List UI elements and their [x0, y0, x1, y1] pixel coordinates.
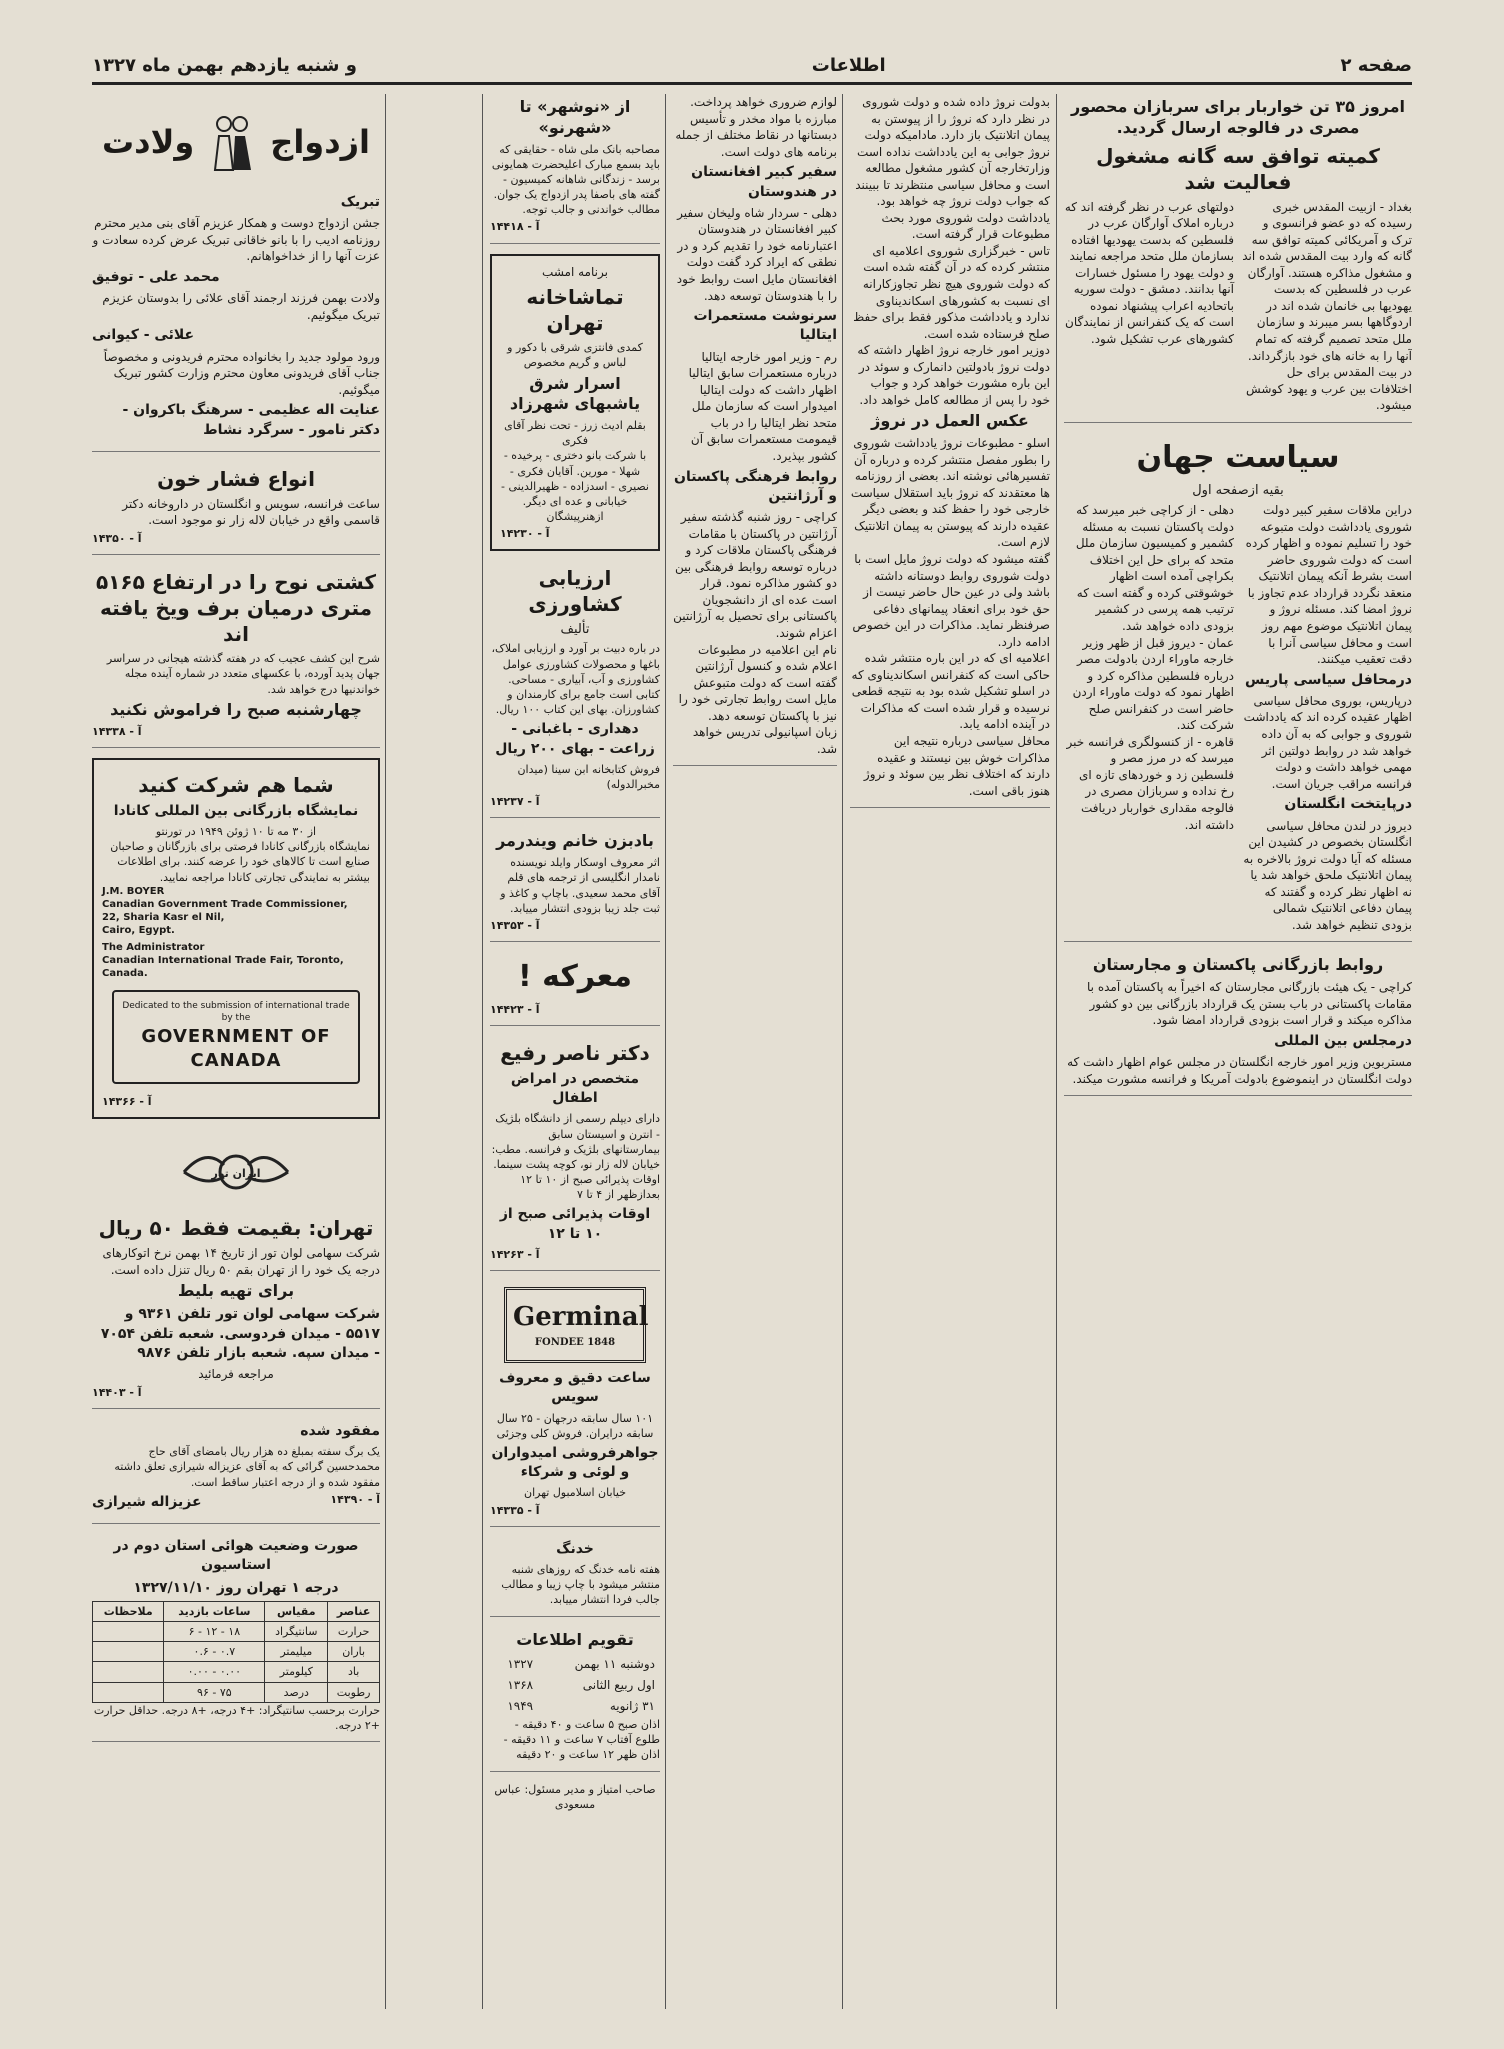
theatre-cast: با شرکت بانو دختری - پرخیده - شهلا - مورین. آقایان فکری - نصیری - اسدزاده - ظهیرالدینی - خیابانی و عده ای دیگر. ازهنرپیشگان — [500, 449, 649, 524]
lost-title: مفقود شده — [300, 1422, 380, 1439]
notice-text: هفته نامه خدنگ که روزهای شنبه منتشر میشود با چاپ زیبا و مطالب جالب فردا انتشار مییابد. — [501, 1563, 660, 1607]
canada-address: J.M. BOYER Canadian Government Trade Commissioner, 22, Sharia Kasr el Nil, Cairo, Egypt. The Administrator Canadian International Trade Fair, Toronto, Canada. — [102, 885, 348, 979]
column-briefs — [673, 94, 837, 2009]
briefs — [673, 94, 837, 766]
column-norway — [850, 94, 1050, 2009]
novel-title: بادبزن خانم ویندرمر — [496, 831, 654, 851]
doctor-spec: متخصص در امراض اطفال — [510, 1070, 640, 1107]
subhead-italy: سرنوشت مستعمرات ایتالیا — [693, 308, 837, 344]
story-columns — [1064, 502, 1412, 933]
lavantour-offices: شرکت سهامی لوان تور تلفن ۹۳۶۱ و ۵۵۱۷ - میدان فردوسی. شعبه تلفن ۷۰۵۴ - میدان سپه. شعبه بازار تلفن ۹۸۷۶ — [100, 1306, 380, 1361]
story-text: عمان - دیروز قبل از ظهر وزیر خارجه ماوراء اردن بادولت مصر درباره فلسطین مذاکره کرد و اظهار نمود که دولت ماوراء اردن حاضر است در کنفرانس صلح شرکت کند. — [1072, 635, 1234, 733]
story-text: زبان اسپانیولی تدریس خواهد شد. — [692, 725, 837, 756]
book-text: در باره دبیت بر آورد و ارزیابی املاک، باغها و محصولات کشاورزی عوامل کشاورزی و آب، آبیاری - مساحی. کتابی است جامع برای کارمندان و کشاورزان. بهای این کتاب ۱۰۰ ریال. — [491, 642, 660, 717]
doctor-name: دکتر ناصر رفیع — [500, 1040, 650, 1065]
lost-text: یک برگ سفته بمبلغ ده هزار ریال بامضای آقای حاج محمدحسین گرائی که به آقای عزیزاله شیرازی تعلق داشته مفقود شده و از درجه اعتبار ساقط است. — [114, 1445, 380, 1489]
story-text: مستربوین وزیر امور خارجه انگلستان در مجلس عوام اظهار داشت که دولت انگلستان در اینموضوع بادولت آمریکا و فرانسه مشورت میکند. — [1067, 1055, 1412, 1086]
weather-header-row: عناصر مقیاس ساعات بازدید ملاحظات — [93, 1601, 380, 1621]
story-columns — [1064, 199, 1412, 414]
column-rule — [482, 94, 483, 2009]
weather-table — [92, 1601, 380, 1703]
canada-text: نمایشگاه بازرگانی کانادا فرصتی برای بازرگانان و صاحبان صنایع است تا کالاهای خود را عرضه کنند. برای اطلاعات بیشتر به نمایندگی تجارتی کانادا مراجعه نمایید. — [110, 840, 370, 884]
section-subtitle: بقیه ازصفحه اول — [1192, 483, 1284, 499]
subhead-reaction: عکس العمل در نروژ — [871, 411, 1029, 431]
weather-row: باد کیلومتر ۰.۰۰ - ۰.۰۰ — [93, 1662, 380, 1682]
prayer-times: اذان صبح ۵ ساعت و ۴۰ دقیقه - طلوع آفتاب ۷ ساعت و ۱۱ دقیقه - اذان ظهر ۱۲ ساعت و ۲۰ دقیقه — [503, 1718, 660, 1762]
birth-sign: علائی - کیوانی — [92, 327, 195, 344]
world-politics — [1064, 433, 1412, 943]
weather-sub: درجه ۱ تهران روز ۱۳۲۷/۱۱/۱۰ — [133, 1579, 339, 1596]
germinal-ad — [490, 1281, 660, 1527]
column-rule — [665, 94, 666, 2009]
novel-ad — [490, 828, 660, 942]
blood-title: انواع فشار خون — [157, 466, 315, 491]
theatre-play: اسرار شرق یاشبهای شهرزاد — [509, 373, 641, 414]
trade-story — [1064, 952, 1412, 1096]
story-text: درپاریس، بوروی محافل سیاسی اظهار عقیده کرده اند که یادداشت شوروی و جوابی که به آن داده خواهد شد در روابط دولتین اثر مهمی خواهد داشت و دولت فرانسه مراقب جریان است. — [1243, 693, 1412, 791]
ad-code: آ - ۱۴۴۱۸ — [490, 220, 540, 234]
story-text: تاس - خبرگزاری شوروی اعلامیه ای منتشر کرده که در آن گفته شده است که دولت شوروی هیچ نظر تجاوزکارانه ای نسبت به کشورهای اسکاندیناوی ندارد و یادداشت مذکور فقط برای حفظ صلح فرستاده شده است. — [853, 243, 1050, 341]
story-text: دهلی - سردار شاه ولیخان سفیر کبیر افغانستان در هندوستان اعتبارنامه خود را تقدیم کرد و در نطقی که ایراد کرد گفت دولت افغانستان مایل است روابط خود را با هندوستان توسعه دهد. — [676, 205, 837, 303]
weather-report — [92, 1534, 380, 1742]
winged-emblem-icon — [176, 1137, 296, 1207]
marriage-label: ازدواج — [270, 122, 370, 161]
lead-story — [1064, 94, 1412, 423]
story-text: کراچی - روز شنبه گذشته سفیر آرژانتین در پاکستان با مقامات فرهنگی پاکستان ملاقات کرد و درباره توسعه روابط فرهنگی بین دو کشور مذاکره نمود. قرار است عده ای از دانشجویان پاکستانی برای تحصیل به آرژانتین اعزام شوند. — [673, 510, 837, 640]
ark-title: کشتی نوح را در ارتفاع ۵۱۶۵ متری درمیان برف ویخ یافته اند — [95, 570, 377, 647]
canada-banner: Dedicated to the submission of international trade by the GOVERNMENT OF CANADA — [112, 990, 360, 1084]
lost-sign: عزیزاله شیرازی — [92, 1493, 202, 1510]
column-ads-left — [92, 94, 380, 2009]
theatre-author: بقلم ادیث زرز - تحت نظر آقای فکری — [504, 419, 646, 448]
subhead-trade: روابط بازرگانی پاکستان و مجارستان — [1092, 955, 1384, 975]
birth-label: ولادت — [102, 122, 195, 161]
canada-sub: نمایشگاه بازرگانی بین المللی کانادا — [113, 802, 359, 819]
headline-main: کمیته توافق سه گانه مشغول فعالیت شد — [1096, 143, 1380, 194]
column-rule — [842, 94, 843, 2009]
ad-code: آ - ۱۴۳۳۵ — [490, 1503, 540, 1517]
ad-code: آ - ۱۴۳۳۸ — [92, 724, 142, 738]
theatre-name: تماشاخانه تهران — [526, 285, 624, 336]
lavantour-title: تهران: بقیمت فقط ۵۰ ریال — [98, 1216, 374, 1241]
weather-row: باران میلیمتر ۰.۷ - ۰.۶ — [93, 1642, 380, 1662]
subhead-intl: درمجلس بین المللی — [1274, 1032, 1412, 1049]
masthead — [92, 48, 1412, 85]
weather-row: حرارت سانتیگراد ۱۸ - ۱۲ - ۶ — [93, 1622, 380, 1642]
headline-top: امروز ۳۵ تن خواربار برای سربازان محصور مصری در فالوجه ارسال گردید. — [1071, 97, 1405, 137]
theatre-tonight: برنامه امشب — [542, 264, 608, 279]
arrival-text: ورود مولود جدید را بخانواده محترم فریدونی و مخصوصاً جناب آقای فریدونی معاون محترم وزارت کشور تبریک میگوئیم. — [103, 349, 380, 397]
lavantour-ad — [92, 1129, 380, 1409]
weather-title: صورت وضعیت هوائی استان دوم در استاسیون — [113, 1538, 359, 1574]
lavantour-ticket: برای تهیه بلیط — [177, 1281, 295, 1301]
weather-note: حرارت برحسب سانتیگراد: +۴ درجه، +۸ درجه. حداقل حرارت +۲ درجه. — [93, 1703, 380, 1732]
arrival-sign: عنایت اله عظیمی - سرهنگ باکروان - دکتر نامور - سرگرد نشاط — [122, 402, 380, 438]
story-text: رم - وزیر امور خارجه ایتالیا درباره مستعمرات سابق ایتالیا اظهار داشت که دولت ایتالیا امیدوار است که سازمان ملل متحد نظر ایتالیا را در باب قیمومت مستعمرات سابق آن کشور بپذیرد. — [688, 349, 837, 463]
congrats-sign: محمد علی - توفیق — [92, 268, 220, 285]
notice-title: خدنگ — [556, 1540, 594, 1557]
story-text: دهلی - از کراچی خبر میرسد که دولت پاکستان نسبت به مسئله کشمیر و کمیسیون سازمان ملل متحد که برای حل این اختلاف بکراچی آمده است اظهار خوشوقتی کرده و گفته است که ترتیب همه پرسی در کشمیر بزودی داده خواهد شد. — [1075, 503, 1234, 633]
ad-code: آ - ۱۴۴۰۳ — [92, 1385, 142, 1399]
paper-name: اطلاعات — [811, 54, 886, 76]
jewel-text: ۱۰۱ سال سابقه درجهان - ۲۵ سال سابقه درایران. فروش کلی وجزئی — [496, 1411, 654, 1440]
congrats-title: تبریک — [340, 194, 380, 210]
section-title: سیاست جهان — [1136, 439, 1340, 475]
germinal-logo: Germinal FONDEE 1848 — [504, 1287, 646, 1363]
calendar-row: ۳۱ ژانویه ۱۹۴۹ — [507, 1698, 655, 1713]
canada-dates: از ۳۰ مه تا ۱۰ ژوئن ۱۹۴۹ در تورنتو — [155, 825, 317, 838]
birth-text: ولادت بهمن فرزند ارجمند آقای علائی را بدوستان عزیزم تبریک میگوئیم. — [102, 291, 380, 322]
weather-row: رطوبت درصد ۷۵ - ۹۶ — [93, 1682, 380, 1702]
magazine-name: معرکه ! — [518, 959, 632, 995]
story-text: دوزیر امور خارجه نروژ اظهار داشته که دولت نروژ بادولتین دانمارک و سوئد در این باره مشورت خواهد کرد و جواب خود را پس از مطالعه کامل خواهد داد. — [857, 343, 1050, 407]
doctor-ad — [490, 1036, 660, 1271]
column-rule — [385, 94, 386, 2009]
ad-code: آ - ۱۴۲۳۷ — [490, 795, 540, 809]
magazine-ad — [490, 952, 660, 1026]
story-text: محافل سیاسی درباره نتیجه این مذاکرات خوش بین نیستند و عقیده دارند که اختلاف نظر بین سوئد و نروژ هنوز باقی است. — [863, 734, 1050, 798]
calendar-title: تقویم اطلاعات — [516, 1629, 634, 1649]
ad-code: آ - ۱۴۳۵۳ — [490, 918, 540, 932]
column-ads-center — [490, 94, 660, 2009]
doctor-text: دارای دیپلم رسمی از دانشگاه بلژیک - انترن و اسیستان سابق بیمارستانهای بلژیک و فرانسه. مطب: خیابان لاله زار نو، کوچه پشت سینما. اوقات پذیرائی صبح از ۱۰ تا ۱۲ بعدازظهر از ۴ تا ۷ — [491, 1112, 660, 1202]
publisher-line: صاحب امتیاز و مدیر مسئول: عباس مسعودی — [494, 1782, 656, 1811]
story-text: بدولت نروژ داده شده و دولت شوروی در نظر دارد که نروژ را از پیوستن به پیمان اتلانتیک باز دارد. مادامیکه دولت نروژ جوابی به این یادداشت نداده است وزارتخارجه آن کشور مشغول مطالعه است و محافل سیاسی منتظرند تا ببینند که جواب دولت نروژ چه خواهد بود. یادداشت دولت شوروی مورد بحث مطبوعات قرار گرفته است. — [855, 95, 1050, 242]
book-sell: فروش کتابخانه ابن سینا (میدان مخبرالدوله) — [517, 762, 660, 792]
calendar — [490, 1627, 660, 1772]
ad-code: آ - ۱۴۳۹۰ — [330, 1492, 380, 1506]
serial-ad — [490, 94, 660, 244]
blood-ad — [92, 462, 380, 555]
canada-title: شما هم شرکت کنید — [138, 772, 334, 797]
jewel-shop: جواهرفروشی امیدواران و لوئی و شرکاء — [491, 1444, 659, 1481]
story-text: دراین ملاقات سفیر کبیر دولت شوروی یادداشت دولت متبوعه خود را تسلیم نموده و اظهار کرده است که دولت شوروی حاضر است بشرط آنکه پیمان اتلانتیک منعقد نگردد قرارداد عدم تجاوز با نروژ امضا کند. مسئله نروژ و پیمان اتلانتیک موضوع مهم روز است و محافل سیاسی آنرا با دقت تعقیب میکنند. — [1245, 503, 1412, 667]
calendar-row: دوشنبه ۱۱ بهمن ۱۳۲۷ — [507, 1657, 655, 1672]
doctor-hours: اوقات پذیرائی صبح از ۱۰ تا ۱۲ — [499, 1206, 651, 1242]
subhead-paris: درمحافل سیاسی پاریس — [1245, 671, 1412, 688]
story-text: کراچی - یک هیئت بازرگانی مجارستان که اخیراً به پاکستان آمده با مقامات پاکستانی در باب بستن یک قرارداد بازرگانی بین دو کشور مذاکره میکند و قرار است بزودی قرارداد امضا شود. — [1087, 980, 1412, 1028]
book-title: ارزیابی کشاورزی — [528, 566, 622, 617]
ark-ad — [92, 565, 380, 747]
ad-code: آ - ۱۴۳۶۶ — [102, 1095, 152, 1109]
calendar-table — [490, 1653, 660, 1717]
marriage-header — [92, 94, 380, 190]
serial-text: مصاحبه بانک ملی شاه - حقایقی که باید بسمع مبارک اعلیحضرت همایونی برسد - زندگانی شاهانه کمیسیون - گفته های باصفا پدر ازدواج یک جوان. مطالب خواندنی و جالب توجه. — [491, 142, 660, 217]
story-text: بغداد - ازبیت المقدس خبری رسیده که دو عضو فرانسوی و ترک و آمریکائی کمیته توافق سه گانه که وارد بیت المقدس شده اند و مشغول مذاکره هستند. آوارگان عرب در فلسطین که بدست یهودیها بی خانمان شده اند در اردوگاهها بسر میبرند و سازمان ملل متحد تصمیم گرفته که تمام آنها را به خانه های خود بازگرداند. در بیت المقدس برای حل اختلافات بین عرب و یهود کوشش میشود. — [1242, 199, 1412, 413]
story-text: اسلو - مطبوعات نروژ یادداشت شوروی را بطور مفصل منتشر کرده و درباره آن تفسیرهائی نوشته اند. بعضی از روزنامه ها معتقدند که نروژ باید استقلال سیاست خارجی خود را حفظ کند و بعضی دیگر عقیده دارند که پیوستن به پیمان اتلانتیک لازم است. — [850, 436, 1050, 550]
story-text: قاهره - از کنسولگری فرانسه خبر میرسد که در مرز مصر و فلسطین زد و خوردهای تازه ای رخ نداده و سربازان مصری در فالوجه مقداری خواربار دریافت داشته اند. — [1066, 734, 1234, 832]
canada-ad — [92, 758, 380, 1120]
norway-story — [850, 94, 1050, 808]
ark-date: چهارشنبه صبح را فراموش نکنید — [110, 699, 362, 719]
congrats-text: جشن ازدواج دوست و همکار عزیزم آقای بنی مدیر محترم روزنامه ادیب را با بانو خاقانی تبریک عرض کرده سعادت و عزت آنها را از خداخواهانم. — [92, 216, 380, 264]
story-text: اعلامیه ای که در این باره منتشر شده حاکی است که کنفرانس اسکاندیناوی که در اسلو تشکیل شده بود به نتیجه قطعی نرسیده و قرار شده است که مذاکرات در آینده ادامه یابد. — [851, 651, 1050, 732]
jewel-addr: خیابان اسلامبول تهران — [523, 1486, 626, 1500]
couple-icon — [207, 112, 257, 172]
jewel-title: ساعت دقیق و معروف سویس — [499, 1369, 651, 1406]
notice-ad — [490, 1537, 660, 1617]
story-text: گفته میشود که دولت نروژ مایل است با دولت شوروی روابط دوستانه داشته باشد ولی در عین حال حاضر نیست از حق خود برای انعقاد پیمانهای دفاعی صرفنظر نماید. مذاکرات در این خصوص ادامه دارد. — [852, 552, 1050, 649]
svg-text:ایران تور: ایران تور — [211, 1167, 261, 1181]
ark-text: شرح این کشف عجیب که در هفته گذشته هیجانی در سراسر جهان پدید آورده، با عکسهای متعدد در شماره آینده مجله خواندنیها درج خواهد شد. — [106, 652, 380, 696]
subhead-pakistan: روابط فرهنگی پاکستان و آرژانتین — [674, 468, 837, 504]
ad-code: آ - ۱۴۴۲۳ — [490, 1002, 540, 1016]
novel-text: اثر معروف اوسکار وایلد نویسنده نامدار انگلیسی از ترجمه های قلم آقای محمد سعیدی. باچاپ و کاغذ و ثبت جلد زیبا بزودی انتشار مییابد. — [500, 856, 660, 915]
column-world-news — [1064, 94, 1412, 2009]
theatre-ad — [490, 254, 660, 552]
marriage-section — [92, 94, 380, 452]
issue-date: و شنبه یازدهم بهمن ماه ۱۳۲۷ — [92, 54, 357, 76]
story-text: دولتهای عرب در نظر گرفته اند که درباره املاک آوارگان عرب در فلسطین که بدست یهودیها افتاده بسازمان ملل متحد مراجعه نمایند و دولت یهود را مسئول خسارات آنها بدانند. دمشق - دولت سوریه باتحادیه اعراب پیشنهاد نموده است که یک کنفرانس از نمایندگان کشورهای عرب تشکیل شود. — [1064, 199, 1234, 346]
ad-code: آ - ۱۴۲۳۰ — [500, 527, 550, 541]
story-text: دیروز در لندن محافل سیاسی انگلستان بخصوص در کشیدن این مسئله که آیا دولت نروژ بالاخره به پیمان اتلانتیک ملحق خواهد شد یا نه اظهار نظر کرده و گفتند که پیمان دفاعی اتلانتیک شمالی بزودی تنظیم خواهد شد. — [1243, 818, 1412, 932]
page-number: صفحه ۲ — [1340, 54, 1412, 76]
lost-notice — [92, 1419, 380, 1524]
lavantour-ref: مراجعه فرمائید — [198, 1367, 274, 1382]
book-lines: دهداری - باغبانی - زراعت - بهای ۲۰۰ ریال — [495, 721, 655, 757]
calendar-row: اول ربیع الثانی ۱۳۶۸ — [507, 1677, 655, 1692]
ad-code: آ - ۱۴۲۶۳ — [490, 1248, 540, 1262]
subhead-afghan: سفیر کبیر افغانستان در هندوستان — [691, 164, 837, 200]
subhead-england: درپایتخت انگلستان — [1284, 796, 1412, 813]
serial-title: از «نوشهر» تا «شهرنو» — [519, 97, 631, 137]
book-sub: تألیف — [560, 622, 590, 638]
blood-text: ساعت فرانسه، سویس و انگلستان در داروخانه دکتر قاسمی واقع در خیابان لاله زار نو موجود است. — [122, 496, 380, 528]
lavantour-text: شرکت سهامی لوان تور از تاریخ ۱۴ بهمن نرخ اتوکارهای درجه یک خود را از تهران بقم ۵۰ ریال تنزل داده است. — [102, 1246, 380, 1277]
column-rule — [1056, 94, 1057, 2009]
story-text: لوازم ضروری خواهد پرداخت. مبارزه با مواد مخدر و تأسیس دبستانها در نقاط مختلف از جمله برنامه های دولت است. — [675, 95, 837, 159]
story-text: نام این اعلامیه در مطبوعات اعلام شده و کنسول آرژانتین گفته است که دولت متبوعش مایل است روابط تجارتی خود را نیز با پاکستان توسعه دهد. — [678, 642, 837, 723]
book-ad — [490, 561, 660, 818]
ad-code: آ - ۱۴۳۵۰ — [92, 532, 142, 546]
theatre-desc: کمدی فانتزی شرقی با دکور و لباس و گریم مخصوص — [507, 341, 643, 370]
